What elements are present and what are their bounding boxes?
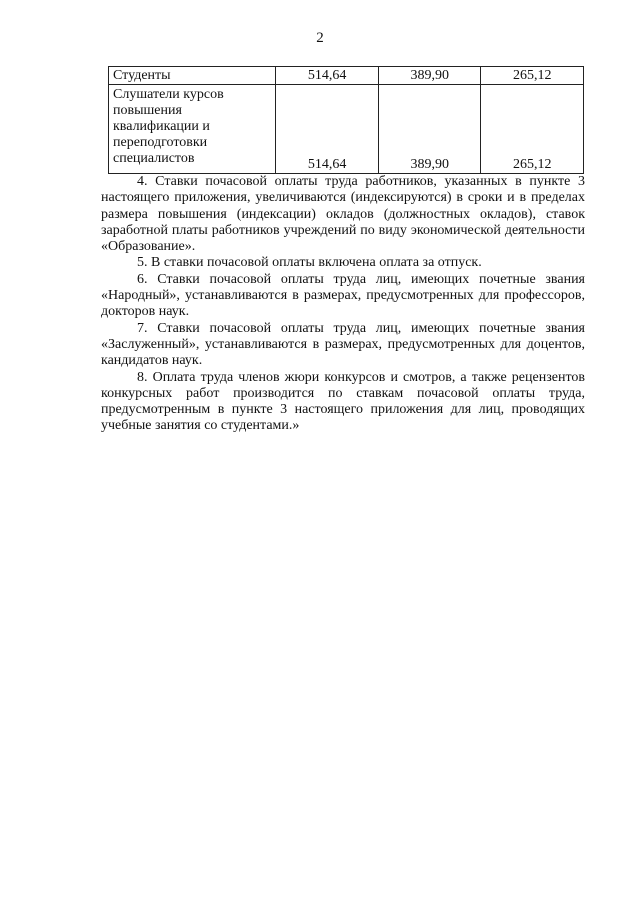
paragraph: 6. Ставки почасовой оплаты труда лиц, имеющих почетные звания «Народный», устанавливаются в размерах, предусмотренных для профессоров, докторов наук. — [101, 271, 585, 320]
paragraph: 8. Оплата труда членов жюри конкурсов и смотров, а также рецензентов конкурсных работ производится по ставкам почасовой оплаты труда, предусмотренным в пункте 3 настоящего приложения для лиц, проводящих учебные занятия со студентами.» — [101, 369, 585, 434]
rate-cell: 389,90 — [378, 67, 481, 85]
row-label-line: специалистов — [113, 151, 195, 166]
paragraph: 4. Ставки почасовой оплаты труда работников, указанных в пункте 3 настоящего приложения, увеличиваются (индексируются) в сроки и в пределах размера повышения (индексации) окладов (должностных окладов), ставок заработной платы работников учреждений по виду экономической деятельности «Образование». — [101, 174, 585, 255]
row-label-line: повышения — [113, 103, 182, 118]
rate-cell: 265,12 — [481, 67, 584, 85]
row-label — [109, 85, 276, 174]
paragraph: 7. Ставки почасовой оплаты труда лиц, имеющих почетные звания «Заслуженный», устанавливаются в размерах, предусмотренных для доцентов, кандидатов наук. — [101, 320, 585, 369]
row-label-line: квалификации и — [113, 119, 210, 134]
rate-cell: 514,64 — [276, 85, 379, 174]
rate-cell: 514,64 — [276, 67, 379, 85]
row-label-line: переподготовки — [113, 135, 208, 150]
row-label-line: Слушатели курсов — [113, 87, 224, 102]
page-number: 2 — [316, 30, 324, 46]
rate-cell: 389,90 — [378, 85, 481, 174]
row-label: Студенты — [109, 67, 276, 85]
document-body — [101, 174, 585, 435]
table-row — [109, 67, 584, 85]
rates-table — [108, 66, 584, 174]
rate-cell: 265,12 — [481, 85, 584, 174]
paragraph: 5. В ставки почасовой оплаты включена оплата за отпуск. — [137, 255, 482, 271]
table-row — [109, 85, 584, 174]
